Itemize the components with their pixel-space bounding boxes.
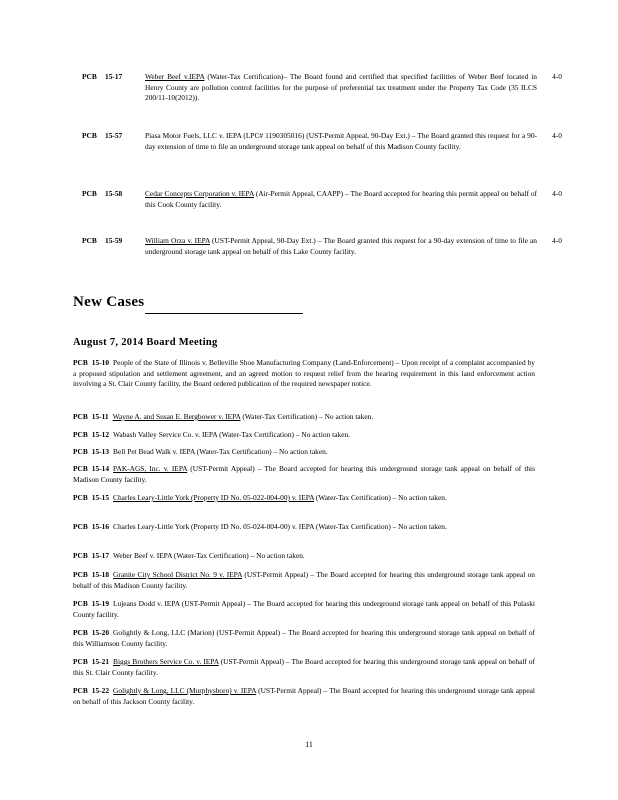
- section-title: New Cases: [73, 294, 145, 310]
- case-board-prefix: PCB: [73, 430, 88, 439]
- new-case-entry: [73, 570, 535, 591]
- case-description: Weber Beef v.IEPA (Water-Tax Certification)– The Board found and certified that specified facilities of Weber Beef located in Henry County are pollution control facilities for the purpose of preferential tax treatment under the Property Tax Code (35 ILCS 200/11-10(2012)).: [145, 72, 537, 103]
- case-board-prefix: PCB: [73, 551, 88, 560]
- case-title-link[interactable]: Biggs Brothers Service Co. v. IEPA: [113, 657, 219, 666]
- page-number: 11: [305, 740, 313, 749]
- new-case-entry: [73, 447, 535, 458]
- case-title-link[interactable]: Cedar Concepts Corporation v. IEPA: [145, 189, 254, 198]
- case-number: 15-22: [91, 686, 110, 695]
- case-board-prefix: PCB: [73, 447, 88, 456]
- case-board-prefix: PCB: [73, 493, 88, 502]
- case-number: 15-17: [105, 72, 123, 81]
- case-number: 15-15: [91, 493, 110, 502]
- case-board-prefix: PCB: [73, 686, 88, 695]
- case-number: 15-16: [91, 522, 110, 531]
- case-description: (UST-Permit Appeal) – The Board accepted for hearing this underground storage tank appeal on behalf of this St. Clair County facility.: [73, 657, 536, 677]
- new-case-entry: [73, 657, 535, 678]
- new-case-entry: [73, 686, 535, 707]
- case-description: Piasa Motor Fuels, LLC v. IEPA (LPC# 1190305016) (UST-Permit Appeal, 90-Day Ext.) – The Board granted this request for a 90-day extension of time to file an underground storage tank appeal on behalf of this Madison County facility.: [145, 131, 537, 151]
- case-vote: 4-0: [552, 131, 562, 140]
- section-divider: [145, 313, 303, 314]
- case-description: William Orza v. IEPA (UST-Permit Appeal, 90-Day Ext.) – The Board granted this request for a 90-day extension of time to file an underground storage tank appeal on behalf of this Lake County facility.: [145, 236, 537, 256]
- new-case-entry: [73, 493, 535, 504]
- case-number: 15-58: [105, 189, 123, 198]
- case-description: Lujeans Dodd v. IEPA (UST-Permit Appeal) – The Board accepted for hearing this underground storage tank appeal on behalf of this Pulaski County facility.: [73, 599, 535, 619]
- case-number: 15-57: [105, 131, 123, 140]
- case-description: Charles Leary-Little York (Property ID No. 05-024-004-00) v. IEPA (Water-Tax Certification) – No action taken.: [113, 522, 447, 531]
- case-board-prefix: PCB: [73, 464, 88, 473]
- case-board-prefix: PCB: [82, 189, 97, 198]
- case-description: (Water-Tax Certification) – No action taken.: [314, 493, 447, 502]
- case-title-link[interactable]: Charles Leary-Little York (Property ID No. 05-022-004-00) v. IEPA: [113, 493, 315, 502]
- case-title-link[interactable]: Golightly & Long, LLC (Murphysboro) v. IEPA: [113, 686, 257, 695]
- case-board-prefix: PCB: [82, 236, 97, 245]
- case-board-prefix: PCB: [73, 570, 88, 579]
- new-case-entry: [73, 599, 535, 620]
- case-description: Cedar Concepts Corporation v. IEPA (Air-Permit Appeal, CAAPP) – The Board accepted for hearing this permit appeal on behalf of this Cook County facility.: [145, 189, 538, 209]
- case-number: 15-19: [91, 599, 110, 608]
- new-case-entry: [73, 412, 535, 423]
- case-number: 15-14: [91, 464, 110, 473]
- case-number: 15-10: [91, 358, 110, 367]
- case-board-prefix: PCB: [73, 628, 88, 637]
- new-case-entry: [73, 358, 535, 390]
- case-description: Wabash Valley Service Co. v. IEPA (Water-Tax Certification) – No action taken.: [113, 430, 351, 439]
- case-board-prefix: PCB: [73, 657, 88, 666]
- case-vote: 4-0: [552, 72, 562, 81]
- case-description: (UST-Permit Appeal) – The Board accepted for hearing this underground storage tank appeal on behalf of this Jackson County facility.: [73, 686, 535, 706]
- case-number: 15-18: [91, 570, 110, 579]
- case-description: Golightly & Long, LLC (Marion) (UST-Permit Appeal) – The Board accepted for hearing this underground storage tank appeal on behalf of this Williamson County facility.: [73, 628, 535, 648]
- case-description: Weber Beef v. IEPA (Water-Tax Certification) – No action taken.: [113, 551, 305, 560]
- case-board-prefix: PCB: [82, 72, 97, 81]
- new-case-entry: [73, 551, 535, 562]
- case-board-prefix: PCB: [73, 522, 88, 531]
- case-number: 15-59: [105, 236, 123, 245]
- case-number: 15-17: [91, 551, 110, 560]
- case-vote: 4-0: [552, 189, 562, 198]
- case-number: 15-20: [91, 628, 110, 637]
- case-title-link[interactable]: Wayne A. and Susan E. Bergbower v. IEPA: [112, 412, 241, 421]
- case-number: 15-11: [91, 412, 109, 421]
- case-description: (Water-Tax Certification) – No action taken.: [240, 412, 374, 421]
- case-board-prefix: PCB: [82, 131, 97, 140]
- case-number: 15-12: [91, 430, 110, 439]
- case-title-link[interactable]: William Orza v. IEPA: [145, 236, 210, 245]
- case-board-prefix: PCB: [73, 412, 88, 421]
- case-description: Bell Pet Bead Walk v. IEPA (Water-Tax Certification) – No action taken.: [113, 447, 328, 456]
- case-description: People of the State of Illinois v. Belleville Shoe Manufacturing Company (Land-Enforcement) – Upon receipt of a complaint accompanied by a proposed stipulation and settlement agreement, and an agreed motion to request relief from the hearing requirement in this land enforcement action involving a St. Clair County facility, the Board ordered publication of the required newspaper notice.: [73, 358, 535, 389]
- case-board-prefix: PCB: [73, 358, 88, 367]
- case-title-link[interactable]: PAK-AGS, Inc. v. IEPA: [113, 464, 188, 473]
- case-title-link[interactable]: Granite City School District No. 9 v. IEPA: [113, 570, 243, 579]
- new-case-entry: [73, 628, 535, 649]
- case-number: 15-13: [91, 447, 110, 456]
- case-title-link[interactable]: Weber Beef v.IEPA: [145, 72, 205, 81]
- case-description: (UST-Permit Appeal) – The Board accepted for hearing this underground storage tank appeal on behalf of this Madison County facility.: [73, 570, 535, 590]
- new-case-entry: [73, 430, 535, 441]
- meeting-title: August 7, 2014 Board Meeting: [73, 337, 218, 348]
- case-number: 15-21: [91, 657, 110, 666]
- new-case-entry: [73, 464, 535, 485]
- case-description: (UST-Permit Appeal) – The Board accepted for hearing this underground storage tank appeal on behalf of this Madison County facility.: [73, 464, 535, 484]
- case-vote: 4-0: [552, 236, 562, 245]
- case-board-prefix: PCB: [73, 599, 88, 608]
- new-case-entry: [73, 522, 535, 533]
